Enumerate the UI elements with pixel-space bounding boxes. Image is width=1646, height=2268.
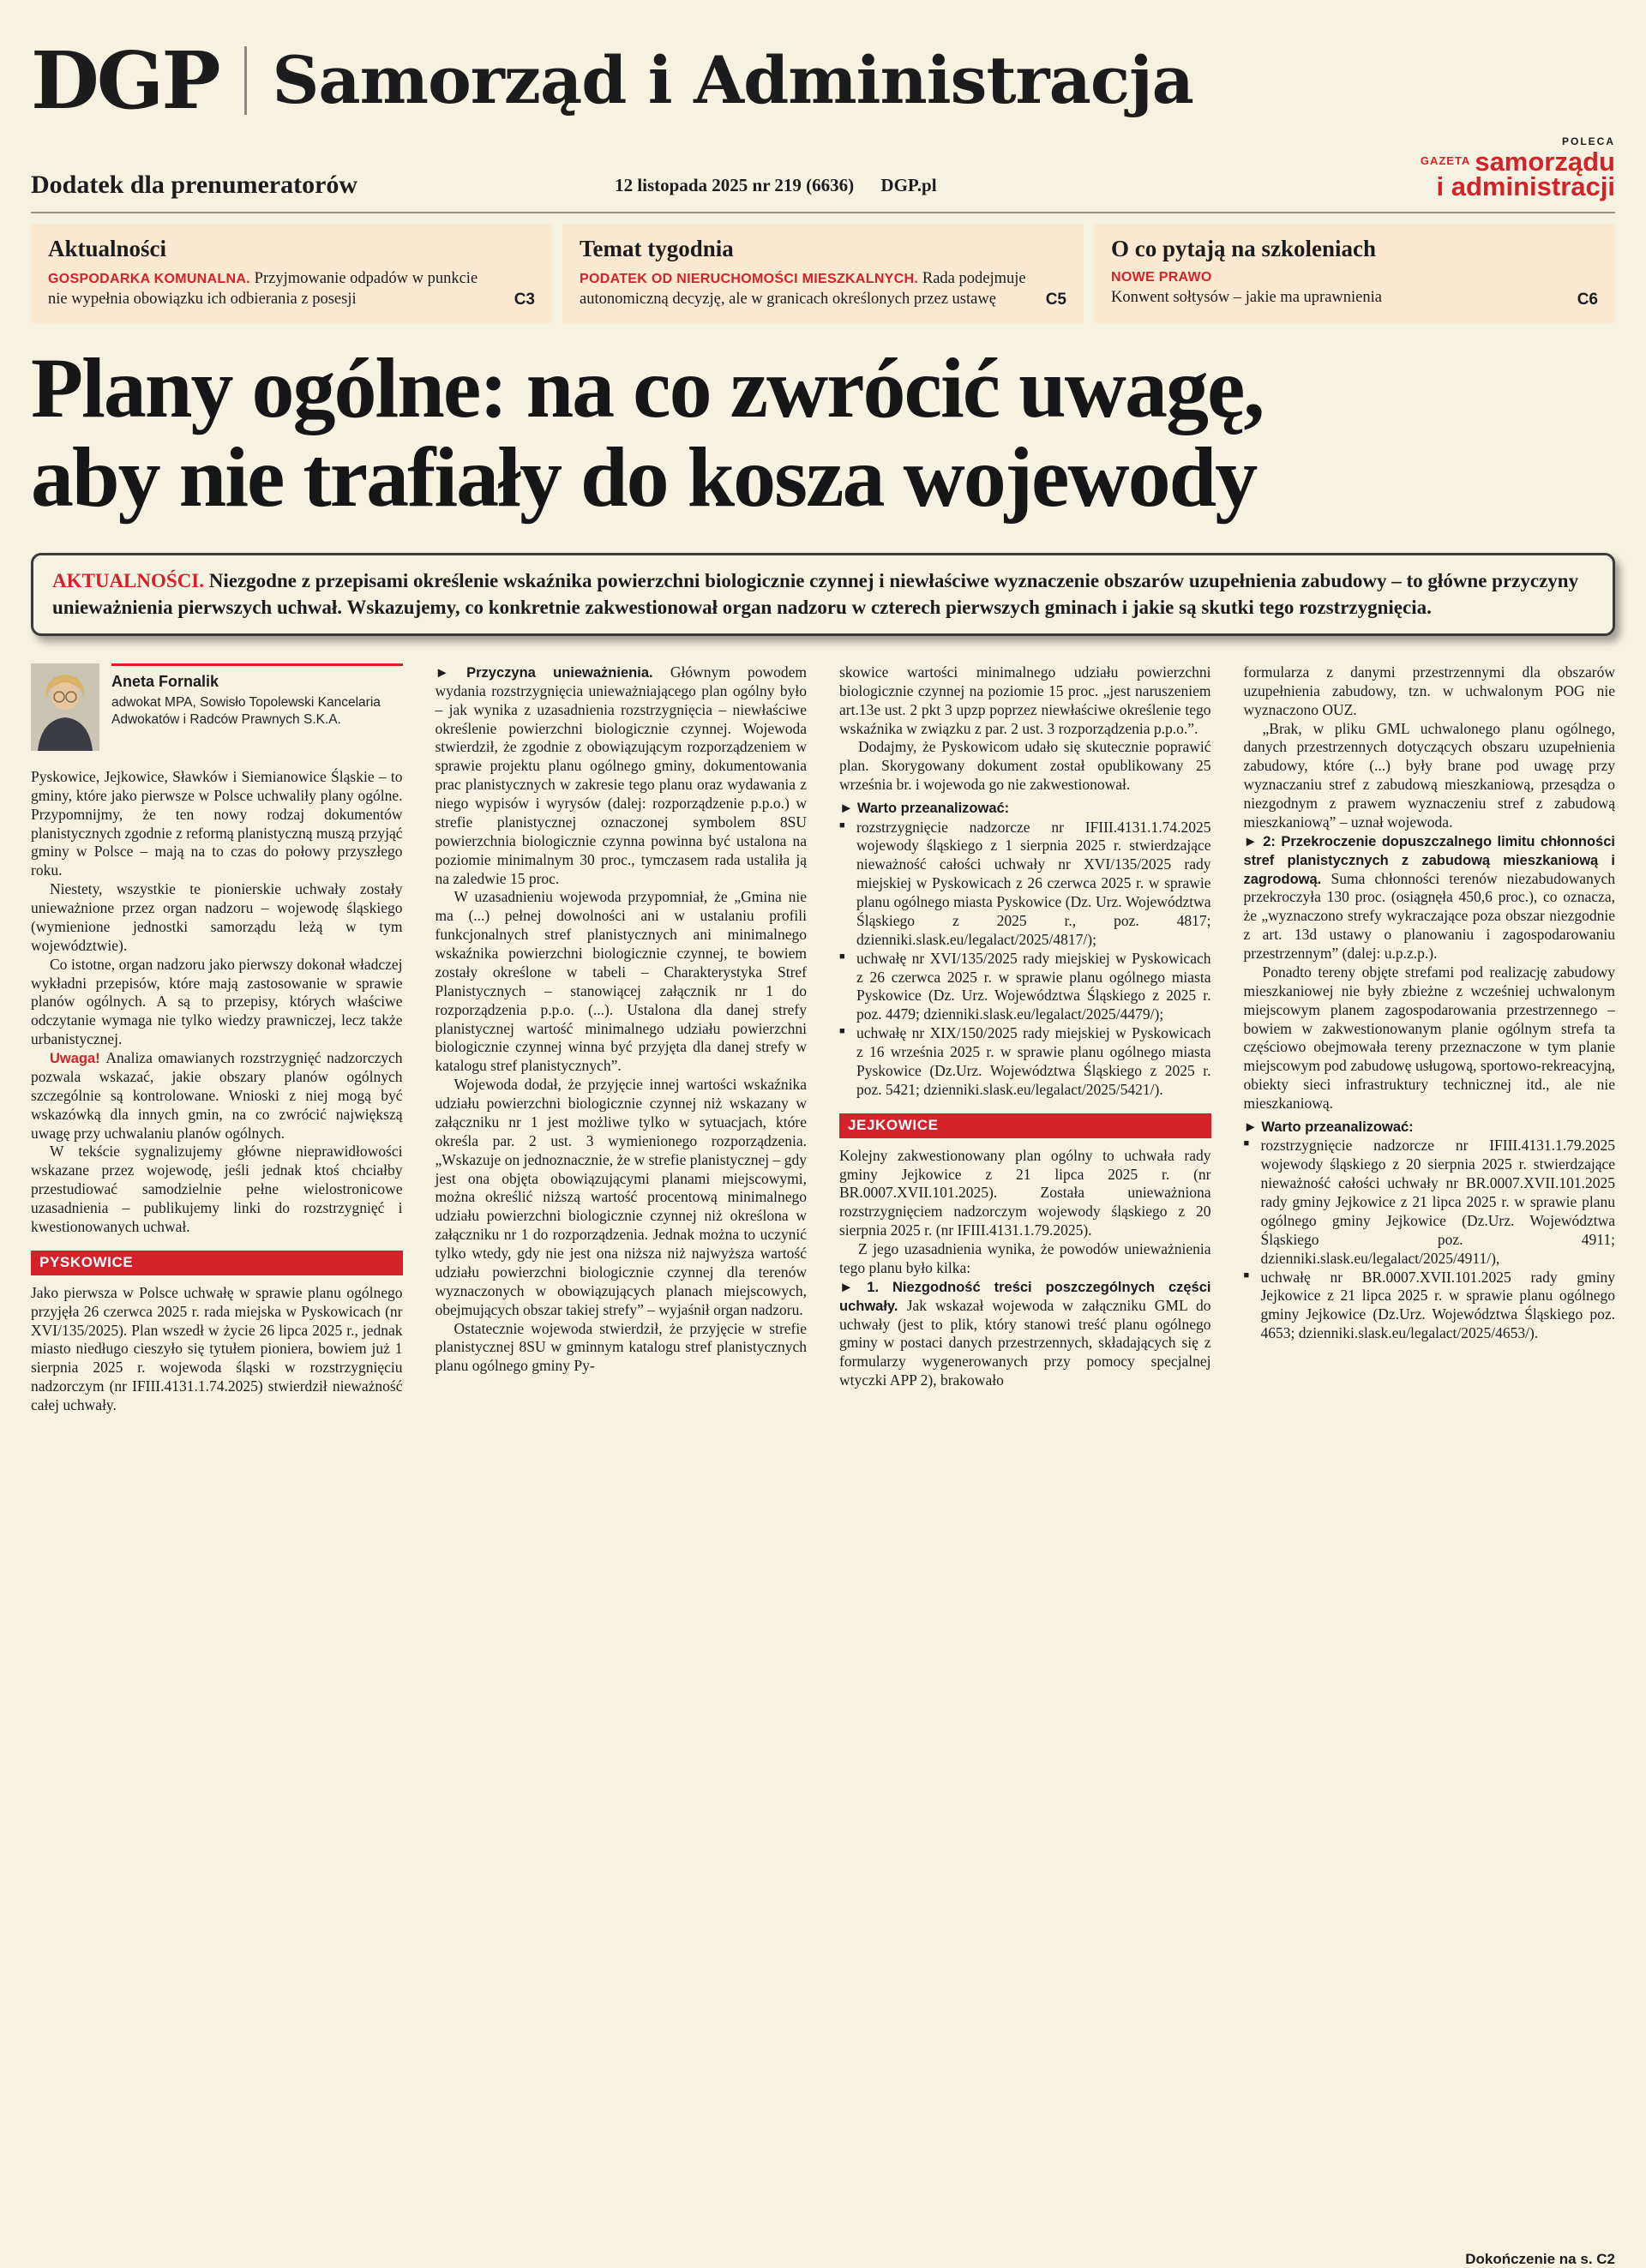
bullet-square-icon: ■ xyxy=(839,819,845,831)
paragraph: Co istotne, organ nadzoru jako pierwszy dokonał władczej wykładni przepisów, które mają zastosowanie w sprawie planów ogólnych. A są to przepisy, których właściwe odczytanie wymaga nie tylko wiedzy prawniczej, lecz także urbanistycznej. xyxy=(31,955,403,1048)
teaser-text: GOSPODARKA KOMUNALNA. Przyjmowanie odpadów w punkcie nie wypełnia obowiązku ich odbierania z posesji xyxy=(48,269,478,308)
paragraph: W tekście sygnalizujemy główne nieprawidłowości wskazane przez wojewodę, jeśli jednak ktoś chciałby przestudiować samodzielnie pełne wielostronicowe uzasadnienia – publikujemy linki do rozstrzygnięć i kwestionowanych uchwał. xyxy=(31,1143,403,1235)
partner-logo xyxy=(1421,135,1615,200)
author-photo xyxy=(31,663,99,751)
bullet-square-icon: ■ xyxy=(1243,1269,1250,1281)
paragraph: skowice wartości minimalnego udziału powierzchni biologicznie czynnej na poziomie 15 proc. „jest naruszeniem art.13e ust. 2 pkt 3 upzp poprzez niewłaściwe określenie tego wskaźnika w związku z par. 2 ust. 3 rozporządzenia p.p.o.”. xyxy=(839,663,1211,737)
teaser-3 xyxy=(1094,224,1615,323)
paragraph: formularza z danymi przestrzennymi dla obszarów uzupełnienia zabudowy, tzn. w uchwalonym POG nie wyznaczono OUZ. xyxy=(1243,663,1615,718)
paragraph: „Brak, w pliku GML uchwalonego planu ogólnego, danych przestrzennych dotyczących obszaru uzupełnienia zabudowy, które (...) były brane pod uwagę przy wyznaczaniu stref z zabudową mieszkaniową, przesądza o niezgodnym z prawem wyznaczeniu stref z zabudową mieszkaniową” – uznał wojewoda. xyxy=(1243,719,1615,831)
bullet-item: ■ uchwałę nr XVI/135/2025 rady miejskiej w Pyskowicach z 26 czerwca 2025 r. w sprawie planu ogólnego miasta Pyskowice (Dz. Urz. Województwa Śląskiego z 2025 r. poz. 4479; dzienniki.slask.eu/legalact/2025/4479/); xyxy=(839,949,1211,1023)
masthead-rule xyxy=(31,212,1615,213)
continuation-note: Dokończenie na s. C2 xyxy=(1465,2250,1615,2267)
paragraph-lead: ► 1. Niezgodność treści poszczególnych części uchwały. xyxy=(839,1279,1211,1314)
paragraph: Wojewoda dodał, że przyjęcie innej wartości wskaźnika udziału powierzchni biologicznie czynnej niż wskazany w załączniku nr 1 jest możliwe tylko w sytuacjach, które określa par. 2 ust. 3 wymienionego rozporządzenia. „Wskazuje on jednoznacznie, że w strefie planistycznej – gdy jest ona objęta obowiązującymi planami miejscowymi, można określić niższą wartość procentową minimalnego udziału powierzchni biologicznie czynnej niż określona w załączniku nr 1 do rozporządzenia. Jednak można to uczynić tylko wtedy, gdy nie jest ona niższa niż najwyższa wartość udziału powierzchni biologicznie czynnej dla terenów wyznaczonych w obowiązujących planach miejscowych, obejmujących obszar takiej strefy” – wyjaśnił organ nadzoru. xyxy=(435,1076,807,1318)
teaser-page-ref: C5 xyxy=(1045,291,1066,309)
teaser-text: NOWE PRAWO Konwent sołtysów – jakie ma uprawnienia xyxy=(1111,269,1598,309)
teaser-page-ref: C3 xyxy=(514,291,535,309)
author-info xyxy=(111,663,403,751)
alert-lead: Uwaga! xyxy=(50,1051,106,1067)
paragraph: Jako pierwsza w Polsce uchwałę w sprawie planu ogólnego przyjęła 26 czerwca 2025 r. rada miejska w Pyskowicach (nr XVI/135/2025). Plan wszedł w życie 26 lipca 2025 r., jednak miasto niedługo cieszyło się tytułem pioniera, bowiem już 1 sierpnia 2025 r. wojewoda śląski w rozstrzygnięciu nadzorczym (nr IFIII.4131.1.74.2025) stwierdził nieważność całej uchwały. xyxy=(31,1283,403,1414)
gazeta-samorzadu-logo xyxy=(1421,149,1615,200)
teaser-section-title: O co pytają na szkoleniach xyxy=(1111,235,1377,261)
bullet-item: ■ uchwałę nr BR.0007.XVII.101.2025 rady gminy Jejkowice z 21 lipca 2025 r. w sprawie planu ogólnego gminy Jejkowice (Dz.Urz. Województwa Śląskiego poz. 4653; dzienniki.slask.eu/legalact/2025/4653/). xyxy=(1243,1268,1615,1342)
bullet-item: ■ rozstrzygnięcie nadzorcze nr IFIII.4131.1.79.2025 wojewody śląskiego z 20 sierpnia 2025 r. stwierdzające nieważność całości uchwały nr BR.0007.XVII.101.2025 rady gminy Jejkowice z 21 lipca 2025 r. w sprawie planu ogólnego gminy Jejkowice (Dz.Urz. Województwa Śląskiego poz. 4911; dzienniki.slask.eu/legalact/2025/4911/), xyxy=(1243,1137,1615,1267)
lead-kicker: AKTUALNOŚCI. xyxy=(52,570,205,592)
bullet-square-icon: ■ xyxy=(1243,1138,1250,1149)
author-bio: adwokat MPA, Sowisło Topolewski Kancelaria Adwokatów i Radców Prawnych S.K.A. xyxy=(111,694,381,728)
paragraph: ► 2: Przekroczenie dopuszczalnego limitu chłonności stref planistycznych z zabudową mieszkaniową i zagrodową. Suma chłonności terenów niezabudowanych przekroczyła 130 proc. (osiągnęła 450,6 proc.), co oznacza, że „wyznaczono strefy wykraczające poza obszar niezgodnie z art. 13d ustawy o planowaniu i zagospodarowaniu przestrzennym” (dalej: u.p.z.p.). xyxy=(1243,833,1615,963)
section-header: JEJKOWICE xyxy=(839,1113,1211,1138)
lead-paragraph xyxy=(52,568,1594,621)
teaser-section-title: Aktualności xyxy=(48,235,167,261)
site-url: DGP.pl xyxy=(880,174,937,195)
teaser-kicker: NOWE PRAWO xyxy=(1111,269,1212,285)
column-4 xyxy=(1244,663,1616,2268)
paragraph: Pyskowice, Jejkowice, Sławków i Siemianowice Śląskie – to gminy, które jako pierwsze w Polsce uchwaliły plany ogólne. Przypomnijmy, że ten nowy rodzaj dokumentów planistycznych zgodnie z reformą planistyczną muszą przyjąć gminy w Polsce – mają na to czas do połowy przyszłego roku. xyxy=(31,767,403,879)
subhead: ► Warto przeanalizować: xyxy=(1243,1119,1414,1135)
author-block xyxy=(31,663,403,751)
column-2 xyxy=(436,663,808,2268)
poleca-label: POLECA xyxy=(1561,135,1615,147)
teaser-2 xyxy=(562,224,1084,323)
paragraph: Ostatecznie wojewoda stwierdził, że przyjęcie w strefie planistycznej 8SU w gminnym katalogu stref planistycznych planu ogólnego gminy Py- xyxy=(435,1319,807,1375)
lead-box xyxy=(31,553,1615,636)
paragraph: Kolejny zakwestionowany plan ogólny to uchwała rady gminy Jejkowice z 21 lipca 2025 r. (nr BR.0007.XVII.101.2025). Została unieważniona rozstrzygnięciem nadzorczym wojewody śląskiego z 20 sierpnia 2025 r. (nr IFIII.4131.1.79.2025). xyxy=(839,1146,1211,1239)
paragraph-lead: ► Przyczyna unieważnienia. xyxy=(435,664,670,681)
headline-line-2: aby nie trafiały do kosza wojewody xyxy=(31,429,1257,525)
paragraph: Niestety, wszystkie te pionierskie uchwały zostały unieważnione przez organ nadzoru – wojewodę śląskiego (wymienione jednostki samorządu leżą w tym województwie). xyxy=(31,880,403,954)
masthead-divider xyxy=(244,46,247,115)
section-header: PYSKOWICE xyxy=(31,1251,403,1275)
teaser-kicker: PODATEK OD NIERUCHOMOŚCI MIESZKALNYCH. xyxy=(580,271,922,286)
paragraph: Ponadto tereny objęte strefami pod realizację zabudowy mieszkaniowej nie były zbieżne z wcześniej uchwalonym miejscowym planem zagospodarowania przestrzennego – bowiem w zakwestionowanym planie ogólnym strefa ta częściowo obejmowała tereny przeznaczone w tym planie miejscowym pod zabudowę usługową, sportowo-rekreacyjną, obiekty sieci infrastruktury technicznej itd., ale nie mieszkaniową. xyxy=(1243,963,1615,1113)
paragraph-lead: ► 2: Przekroczenie dopuszczalnego limitu chłonności stref planistycznych z zabudową mieszkaniową i zagrodową. xyxy=(1243,833,1615,887)
bullet-square-icon: ■ xyxy=(839,951,845,962)
supplement-title: Samorząd i Administracja xyxy=(272,42,1193,118)
bullet-item: ■ uchwałę nr XIX/150/2025 rady miejskiej w Pyskowicach z 16 września 2025 r. w sprawie planu ogólnego miasta Pyskowice (Dz.Urz. Województwa Śląskiego z 2025 r. poz. 5421; dzienniki.slask.eu/legalact/2025/5421/). xyxy=(839,1024,1211,1098)
masthead xyxy=(31,0,1615,210)
gazeta-line2: i administracji xyxy=(1436,171,1615,202)
headline-line-1: Plany ogólne: na co zwrócić uwagę, xyxy=(31,340,1264,436)
paragraph: W uzasadnieniu wojewoda przypomniał, że „Gmina nie ma (...) pełnej dowolności ani w ustalaniu profili funkcjonalnych stref planistycznych ani minimalnego wskaźnika powierzchni biologicznie czynnej, te bowiem zostały określone w tabeli – Charakterystyka Stref Planistycznych – stanowiącej załącznik nr 1 do rozporządzenia p.p.o. (...). Ustalona dla danej strefy planistycznej wartość minimalnego udziału powierzchni biologicznie czynnej winna być przyjęta dla danej strefy w katalogu stref planistycznych”. xyxy=(435,888,807,1075)
dgp-logo: DGP xyxy=(31,34,219,127)
teaser-page-ref: C6 xyxy=(1577,291,1598,309)
bullet-square-icon: ■ xyxy=(839,1026,845,1037)
gazeta-line1: samorządu xyxy=(1475,147,1615,177)
paragraph: Dodajmy, że Pyskowicom udało się skutecznie poprawić plan. Skorygowany dokument został opublikowany 25 września br. i wojewoda go nie zakwestionował. xyxy=(839,738,1211,794)
column-1 xyxy=(31,663,403,2268)
teaser-row xyxy=(31,224,1615,323)
bullet-item: ■ rozstrzygnięcie nadzorcze nr IFIII.4131.1.74.2025 wojewody śląskiego z 1 sierpnia 2025 r. stwierdzające nieważność całości uchwały nr XVI/135/2025 rady miejskiej w Pyskowicach z 26 czerwca 2025 r. w sprawie planu ogólnego miasta Pyskowice (Dz. Urz. Województwa Śląskiego z 2025 r., poz. 4817; dzienniki.slask.eu/legalact/2025/4817/); xyxy=(839,818,1211,948)
author-name: Aneta Fornalik xyxy=(111,672,219,690)
issue-info xyxy=(615,175,936,200)
subhead: ► Warto przeanalizować: xyxy=(839,801,1010,817)
main-headline xyxy=(31,340,1615,525)
paragraph: Z jego uzasadnienia wynika, że powodów unieważnienia tego planu było kilka: xyxy=(839,1240,1211,1276)
teaser-kicker: GOSPODARKA KOMUNALNA. xyxy=(48,271,255,286)
subscriber-note: Dodatek dla prenumeratorów xyxy=(31,170,358,199)
paragraph: Uwaga! Analiza omawianych rozstrzygnięć nadzorczych pozwala wskazać, jakie obszary planów ogólnych szczególnie są kontrolowane. Wnioski z niej mogą być wskazówką dla innych gmin, na co zwrócić największą uwagę przy uchwalaniu planów ogólnych. xyxy=(31,1049,403,1142)
gazeta-word: GAZETA xyxy=(1420,154,1471,167)
paragraph: ► 1. Niezgodność treści poszczególnych części uchwały. Jak wskazał wojewoda w załączniku GML do uchwały (jest to plik, który stanowi treść planu ogólnego gminy w postaci danych przestrzennych, składających się z formularzy wygenerowanych przy pomocy specjalnej wtyczki APP 2), brakowało xyxy=(839,1279,1211,1389)
teaser-section-title: Temat tygodnia xyxy=(580,235,734,261)
column-3 xyxy=(839,663,1211,2268)
teaser-1 xyxy=(31,224,552,323)
teaser-text: PODATEK OD NIERUCHOMOŚCI MIESZKALNYCH. Rada podejmuje autonomiczną decyzję, ale w granicach określonych przez ustawę xyxy=(580,269,1026,308)
paragraph: ► Przyczyna unieważnienia. Głównym powodem wydania rozstrzygnięcia unieważniającego plan ogólny było – jak wynika z uzasadnienia rozstrzygnięcia – niewłaściwe określenie powierzchni biologicznie czynnej. Wojewoda stwierdził, że zgodnie z obowiązującym rozporządzeniem w sprawie projektu planu ogólnego gminy, dokumentowania prac planistycznych w zakresie tego planu oraz wydawania z niego wypisów i wyrysów (dalej: rozporządzenie p.p.o.) w strefie planistycznej oznaczonej symbolem 8SU powierzchnia biologicznie czynna powinna być ustalona na poziomie minimalnym 30 proc., tymczasem rada ustaliła ją na zaledwie 15 proc. xyxy=(435,663,807,887)
issue-date: 12 listopada 2025 nr 219 (6636) xyxy=(615,174,855,195)
article-columns xyxy=(31,663,1615,2268)
lead-text: Niezgodne z przepisami określenie wskaźnika powierzchni biologicznie czynnej i niewłaściwe wyznaczenie obszarów uzupełnienia zabudowy – to główne przyczyny unieważnienia pierwszych uchwał. Wskazujemy, co konkretnie zakwestionował organ nadzoru w czterech pierwszych gminach i jakie są skutki tego rozstrzygnięcia. xyxy=(52,570,1579,618)
